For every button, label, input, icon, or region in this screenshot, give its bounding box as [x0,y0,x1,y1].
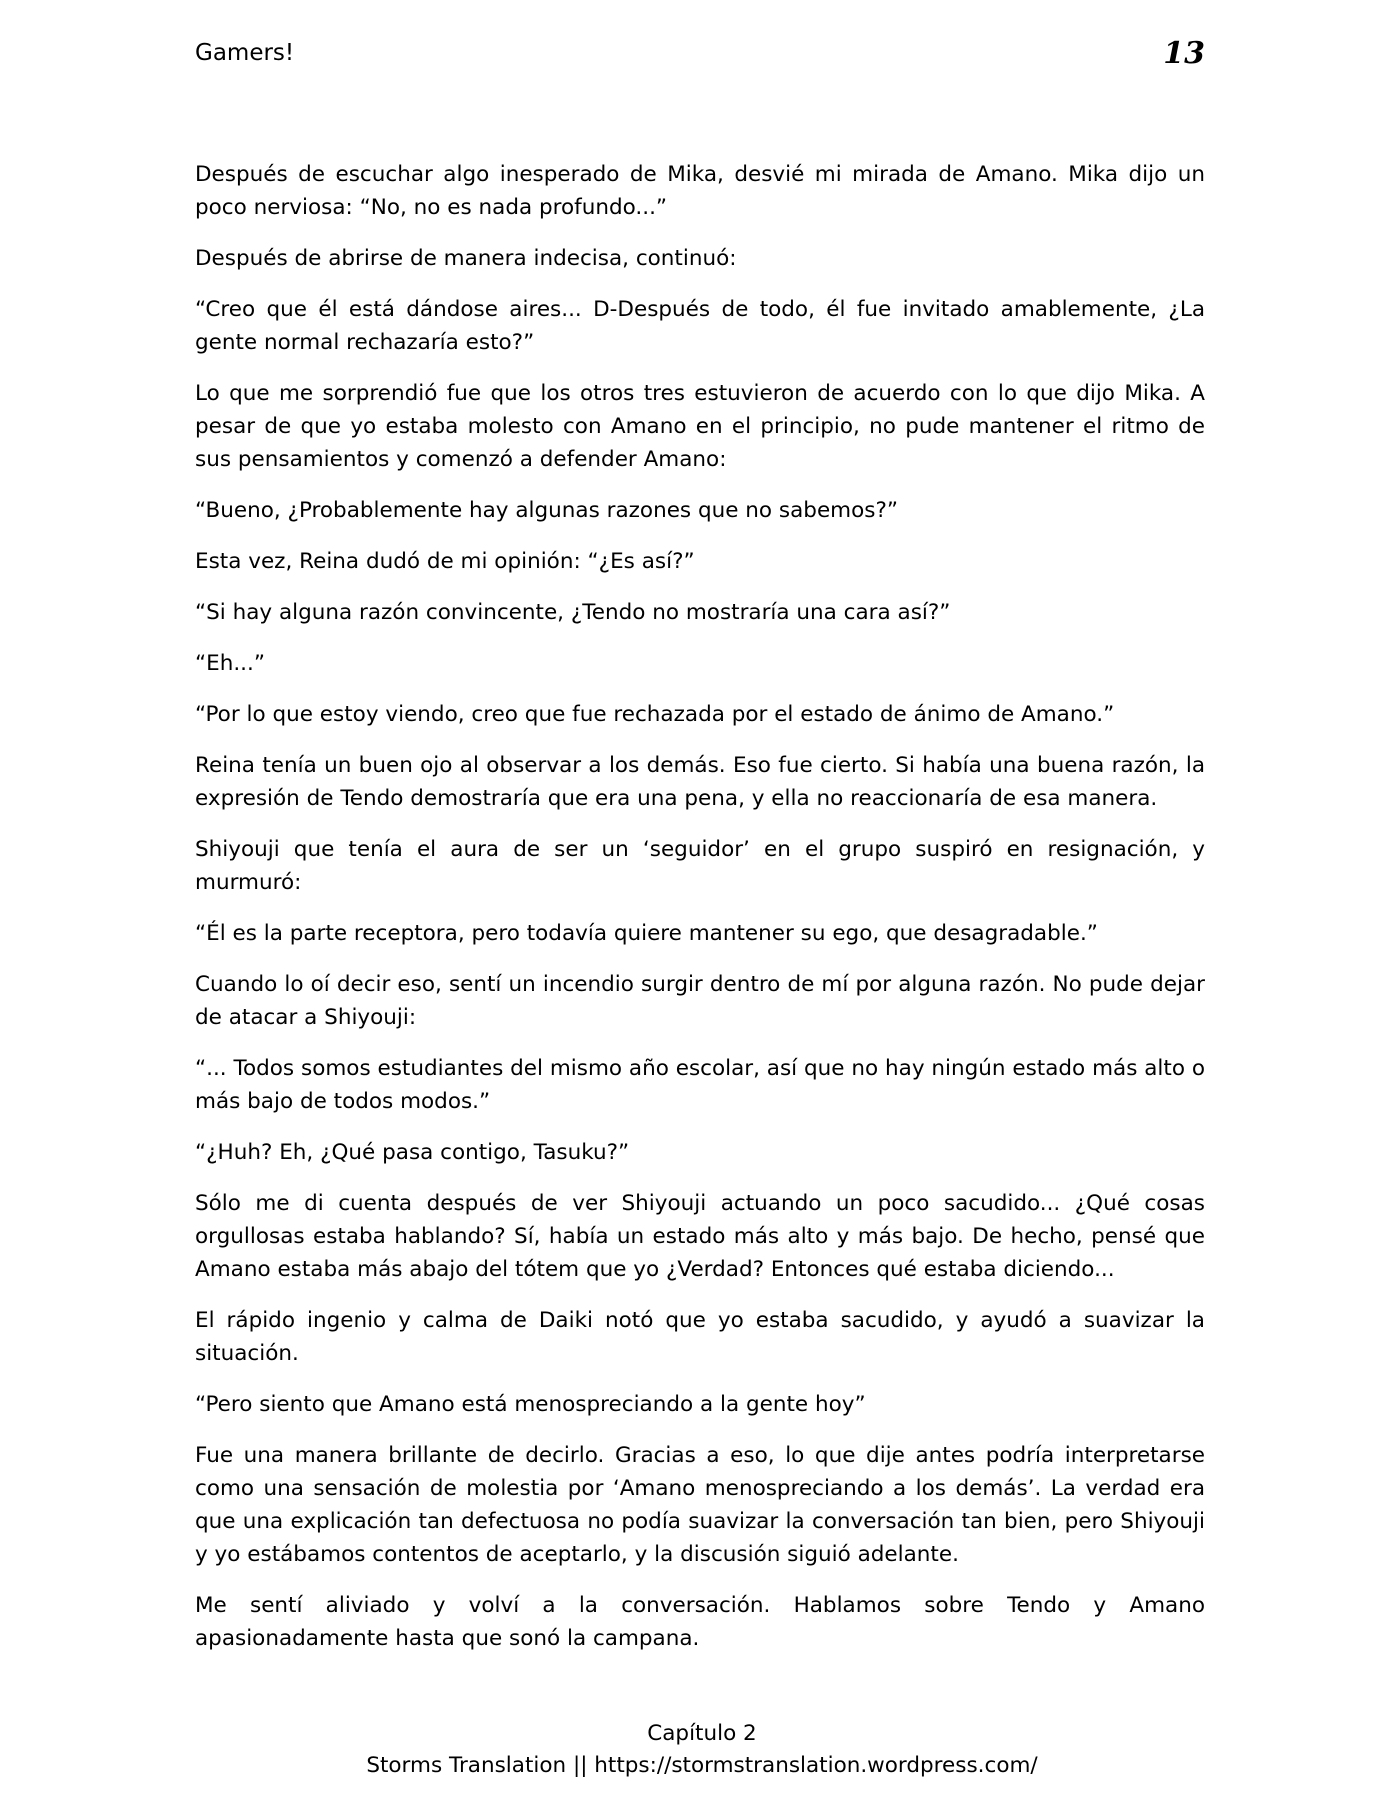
paragraph: Después de escuchar algo inesperado de Mika, desvié mi mirada de Amano. Mika dijo un poco nerviosa: “No, no es nada profundo...” [195,162,1205,220]
paragraph: Esta vez, Reina dudó de mi opinión: “¿Es así?” [195,549,695,574]
paragraph: “Pero siento que Amano está menospreciando a la gente hoy” [195,1392,866,1417]
paragraph: “Si hay alguna razón convincente, ¿Tendo no mostraría una cara así?” [195,600,951,625]
page-number: 13 [1163,36,1205,71]
paragraph: Fue una manera brillante de decirlo. Gracias a eso, lo que dije antes podría interpretarse como una sensación de molestia por ‘Amano menospreciando a los demás’. La verdad era que una explicación tan defectuosa no podía suavizar la conversación tan bien, pero Shiyouji y yo estábamos contentos de aceptarlo, y la discusión siguió adelante. [195,1443,1205,1567]
paragraph: “... Todos somos estudiantes del mismo año escolar, así que no hay ningún estado más alto o más bajo de todos modos.” [195,1056,1205,1114]
paragraph: Sólo me di cuenta después de ver Shiyouji actuando un poco sacudido... ¿Qué cosas orgullosas estaba hablando? Sí, había un estado más alto y más bajo. De hecho, pensé que Amano estaba más abajo del tótem que yo ¿Verdad? Entonces qué estaba diciendo... [195,1191,1205,1282]
paragraph: “¿Huh? Eh, ¿Qué pasa contigo, Tasuku?” [195,1140,630,1165]
chapter-label: Capítulo 2 [647,1721,757,1746]
paragraph: “Él es la parte receptora, pero todavía quiere mantener su ego, que desagradable.” [195,921,1098,946]
paragraph: “Por lo que estoy viendo, creo que fue rechazada por el estado de ánimo de Amano.” [195,702,1115,727]
paragraph: Shiyouji que tenía el aura de ser un ‘seguidor’ en el grupo suspiró en resignación, y murmuró: [195,837,1205,895]
paragraph: “Bueno, ¿Probablemente hay algunas razones que no sabemos?” [195,498,899,523]
book-title: Gamers! [195,40,295,66]
paragraph: “Creo que él está dándose aires... D-Después de todo, él fue invitado amablemente, ¿La gente normal rechazaría esto?” [195,297,1205,355]
paragraph: Cuando lo oí decir eso, sentí un incendio surgir dentro de mí por alguna razón. No pude dejar de atacar a Shiyouji: [195,972,1205,1030]
chapter-body [195,158,1205,1673]
translator-credit: Storms Translation || https://stormstranslation.wordpress.com/ [366,1753,1038,1778]
paragraph: Reina tenía un buen ojo al observar a los demás. Eso fue cierto. Si había una buena razón, la expresión de Tendo demostraría que era una pena, y ella no reaccionaría de esa manera. [195,753,1205,811]
page-footer [0,1718,1400,1782]
paragraph: El rápido ingenio y calma de Daiki notó que yo estaba sacudido, y ayudó a suavizar la situación. [195,1308,1205,1366]
paragraph: Me sentí aliviado y volví a la conversación. Hablamos sobre Tendo y Amano apasionadamente hasta que sonó la campana. [195,1593,1205,1651]
paragraph: “Eh...” [195,651,265,676]
page-header [195,36,1205,80]
paragraph: Lo que me sorprendió fue que los otros tres estuvieron de acuerdo con lo que dijo Mika. A pesar de que yo estaba molesto con Amano en el principio, no pude mantener el ritmo de sus pensamientos y comenzó a defender Amano: [195,381,1205,472]
paragraph: Después de abrirse de manera indecisa, continuó: [195,246,737,271]
